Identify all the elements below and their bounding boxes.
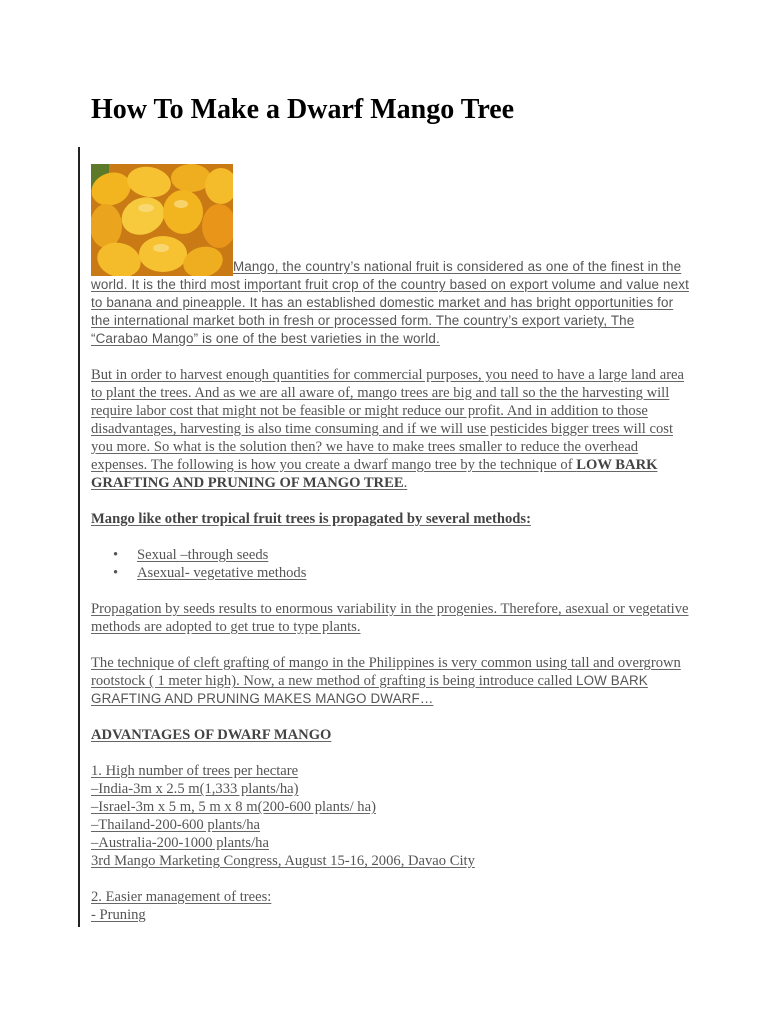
list-item[interactable]: • Asexual- vegetative methods	[113, 564, 691, 582]
advantage-line: 2. Easier management of trees:	[91, 889, 272, 905]
propagation-paragraph[interactable]: Propagation by seeds results to enormous variability in the progenies. Therefore, asexual or vegetative methods are adopted to get true to type plants.	[91, 601, 689, 635]
advantage-line: –India-3m x 2.5 m(1,333 plants/ha)	[91, 781, 299, 797]
harvest-paragraph[interactable]	[91, 366, 691, 492]
list-item[interactable]: • Sexual –through seeds	[113, 546, 691, 564]
harvest-text: But in order to harvest enough quantities for commercial purposes, you need to have a large land area to plant the trees. And as we are all aware of, mango trees are big and tall so the the harvesting will require labor cost that might not be feasible or might reduce our profit. And in addition to those disadvantages, harvesting is also time consuming and if we will use pesticides bigger trees will cost you more. So what is the solution then? we have to make trees smaller to reduce the overhead expenses. The following is how you create a dwarf mango tree by the technique of	[91, 367, 685, 473]
advantage-1[interactable]	[91, 762, 691, 870]
grafting-paragraph[interactable]	[91, 654, 691, 708]
advantage-line: 1. High number of trees per hectare	[91, 763, 299, 779]
advantage-line: - Pruning	[91, 907, 146, 923]
intro-paragraph[interactable]	[91, 164, 691, 348]
methods-list	[91, 546, 691, 582]
article-body	[91, 164, 691, 942]
advantage-line: –Australia-200-1000 plants/ha	[91, 835, 269, 851]
technique-bold: LOW BARK GRAFTING AND PRUNING OF MANGO TREE	[91, 457, 658, 491]
left-margin-rule	[78, 147, 80, 927]
mango-image[interactable]	[91, 164, 233, 276]
harvest-end: .	[403, 475, 408, 491]
advantage-line: 3rd Mango Marketing Congress, August 15-16, 2006, Davao City	[91, 853, 475, 869]
advantage-2[interactable]	[91, 888, 691, 924]
intro-text: Mango, the country’s national fruit is considered as one of the finest in the world. It is the third most important fruit crop of the country based on export volume and value next to banana and pineapple. It has an established domestic market and has bright opportunities for the international market both in fresh or processed form. The country’s export variety, The “Carabao Mango” is one of the best varieties in the world.	[91, 259, 689, 346]
advantages-heading[interactable]: ADVANTAGES OF DWARF MANGO	[91, 727, 332, 743]
methods-heading[interactable]: Mango like other tropical fruit trees is propagated by several methods:	[91, 511, 531, 527]
advantage-line: –Israel-3m x 5 m, 5 m x 8 m(200-600 plants/ ha)	[91, 799, 376, 815]
grafting-text: The technique of cleft grafting of mango in the Philippines is very common using tall and overgrown rootstock ( 1 meter high). Now, a new method of grafting is being introduce called	[91, 655, 681, 689]
grafting-caps: LOW BARK GRAFTING AND PRUNING MAKES MANGO DWARF…	[91, 673, 648, 706]
page-title: How To Make a Dwarf Mango Tree	[91, 94, 515, 125]
advantage-line: –Thailand-200-600 plants/ha	[91, 817, 261, 833]
